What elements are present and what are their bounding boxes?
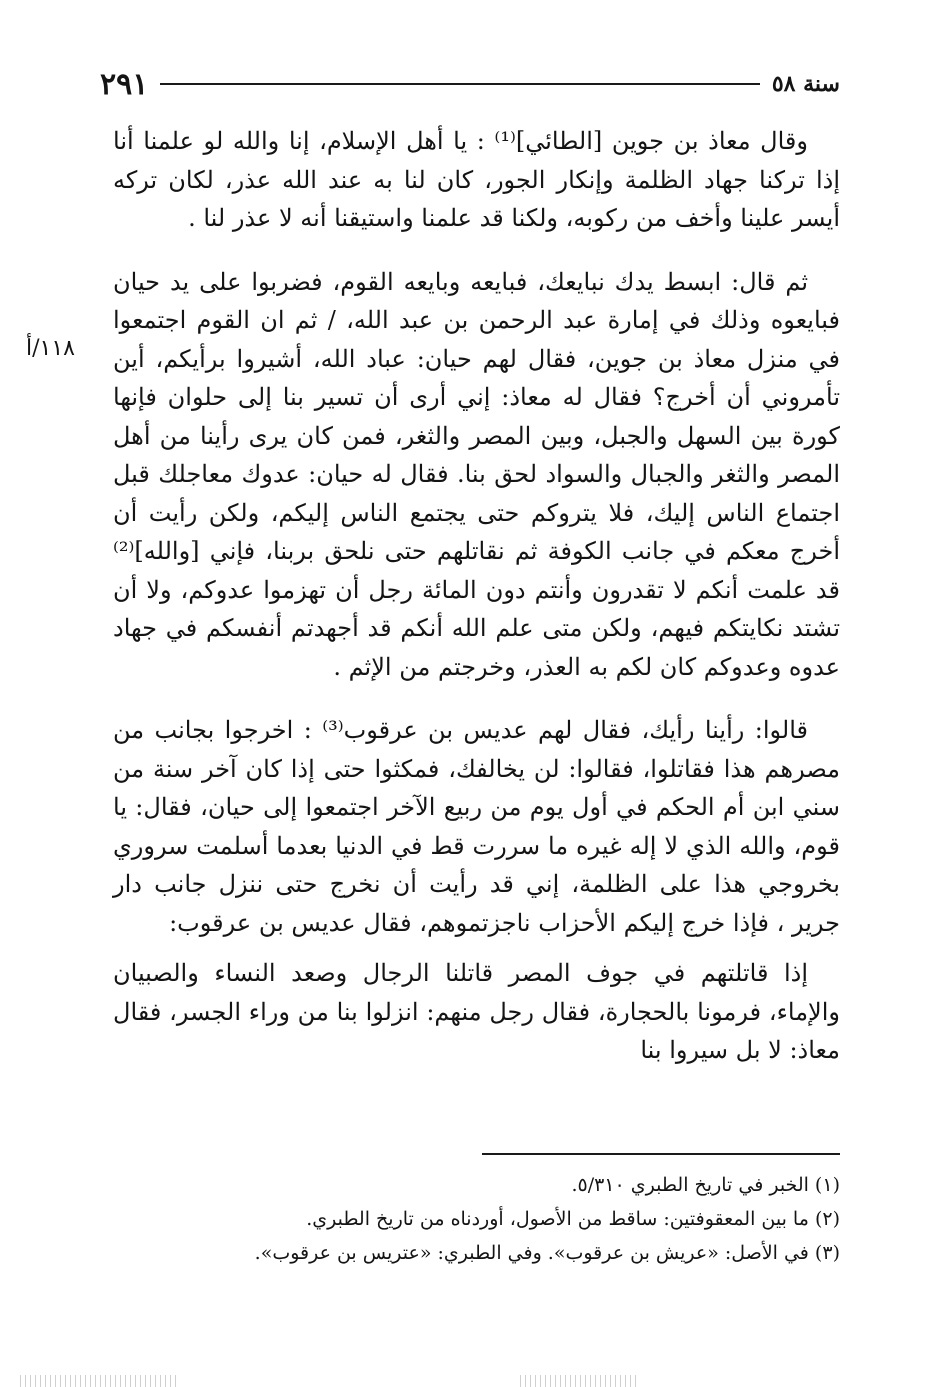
paragraph: قالوا: رأينا رأيك، فقال لهم عديس بن عرقوب⁽³⁾ : اخرجوا بجانب من مصرهم هذا فقاتلوا، فقالوا: لن يخالفك، فمكثوا حتى إذا كان آخر سنة من سني ابن أم الحكم في أول يوم من ربيع الآخر اجتمعوا إلى حيان، فقال: يا قوم، والله الذي لا إله غيره ما سررت قط في الدنيا بعدما أسلمت سروري بخروجي هذا على الظلمة، إني قد رأيت أن نخرج حتى ننزل جانب دار جرير ، فإذا خرج إليكم الأحزاب ناجزتموهم، فقال عديس بن عرقوب: [113, 716, 840, 937]
footnote: (٣) في الأصل: «عريش بن عرقوب». وفي الطبري: «عتريس بن عرقوب». [254, 1242, 840, 1264]
header-year: سنة ٥٨ [771, 71, 840, 97]
marginal-folio-note: ١١٨/أ [26, 336, 75, 361]
footnote-rule [482, 1153, 840, 1155]
running-header [100, 64, 840, 104]
paragraph: إذا قاتلتهم في جوف المصر قاتلنا الرجال وصعد النساء والصبيان والإماء، فرمونا بالحجارة، فقال رجل منهم: انزلوا بنا من وراء الجسر، فقال معاذ: لا بل سيروا بنا [113, 959, 840, 1064]
footnote: (١) الخبر في تاريخ الطبري ٥/٣١٠. [571, 1174, 840, 1196]
footnotes [113, 1168, 840, 1270]
scan-speckle [20, 1375, 180, 1387]
paragraph: ثم قال: ابسط يدك نبايعك، فبايعه وبايعه القوم، فضربوا على يد حيان فبايعوه وذلك في إمارة عبد الرحمن بن عبد الله، / ثم ان القوم اجتمعوا في منزل معاذ بن جوين، فقال لهم حيان: عباد الله، أشيروا برأيكم، أين تأمروني أن أخرج؟ فقال له معاذ: إني أرى أن تسير بنا إلى حلوان فإنها كورة بين السهل والجبل، وبين المصر والثغر، فمن كان يرى رأينا من أهل المصر والثغر والجبال والسواد لحق بنا. فقال له حيان: عدوك معاجلك قبل اجتماع الناس إليك، فلا يتروكم حتى يجتمع الناس إليكم، ولكن رأيت أن أخرج معكم في جانب الكوفة ثم نقاتلهم حتى نلحق بربنا، فإني [والله]⁽²⁾ قد علمت أنكم لا تقدرون وأنتم دون المائة رجل أن تهزموا عدوكم، ولا أن تشتد نكايتكم فيهم، ولكن متى علم الله أنكم قد أجهدتم أنفسكم في جهاد عدوه وعدوكم كان لكم به العذر، وخرجتم من الإثم . [113, 267, 840, 681]
footnote: (٢) ما بين المعقوفتين: ساقط من الأصول، أوردناه من تاريخ الطبري. [306, 1208, 840, 1230]
paragraph: وقال معاذ بن جوين [الطائي]⁽¹⁾ : يا أهل الإسلام، إنا والله لو علمنا أنا إذا تركنا جهاد الظلمة وإنكار الجور، كان لنا به عند الله عذر، لكان تركه أيسر علينا وأخف من ركوبه، ولكنا قد علمنا واستيقنا أنه لا عذر لنا . [113, 127, 841, 232]
main-text [113, 122, 840, 1070]
scan-speckle [520, 1375, 640, 1387]
header-rule [160, 83, 759, 85]
page-number: ٢٩١ [100, 66, 149, 102]
